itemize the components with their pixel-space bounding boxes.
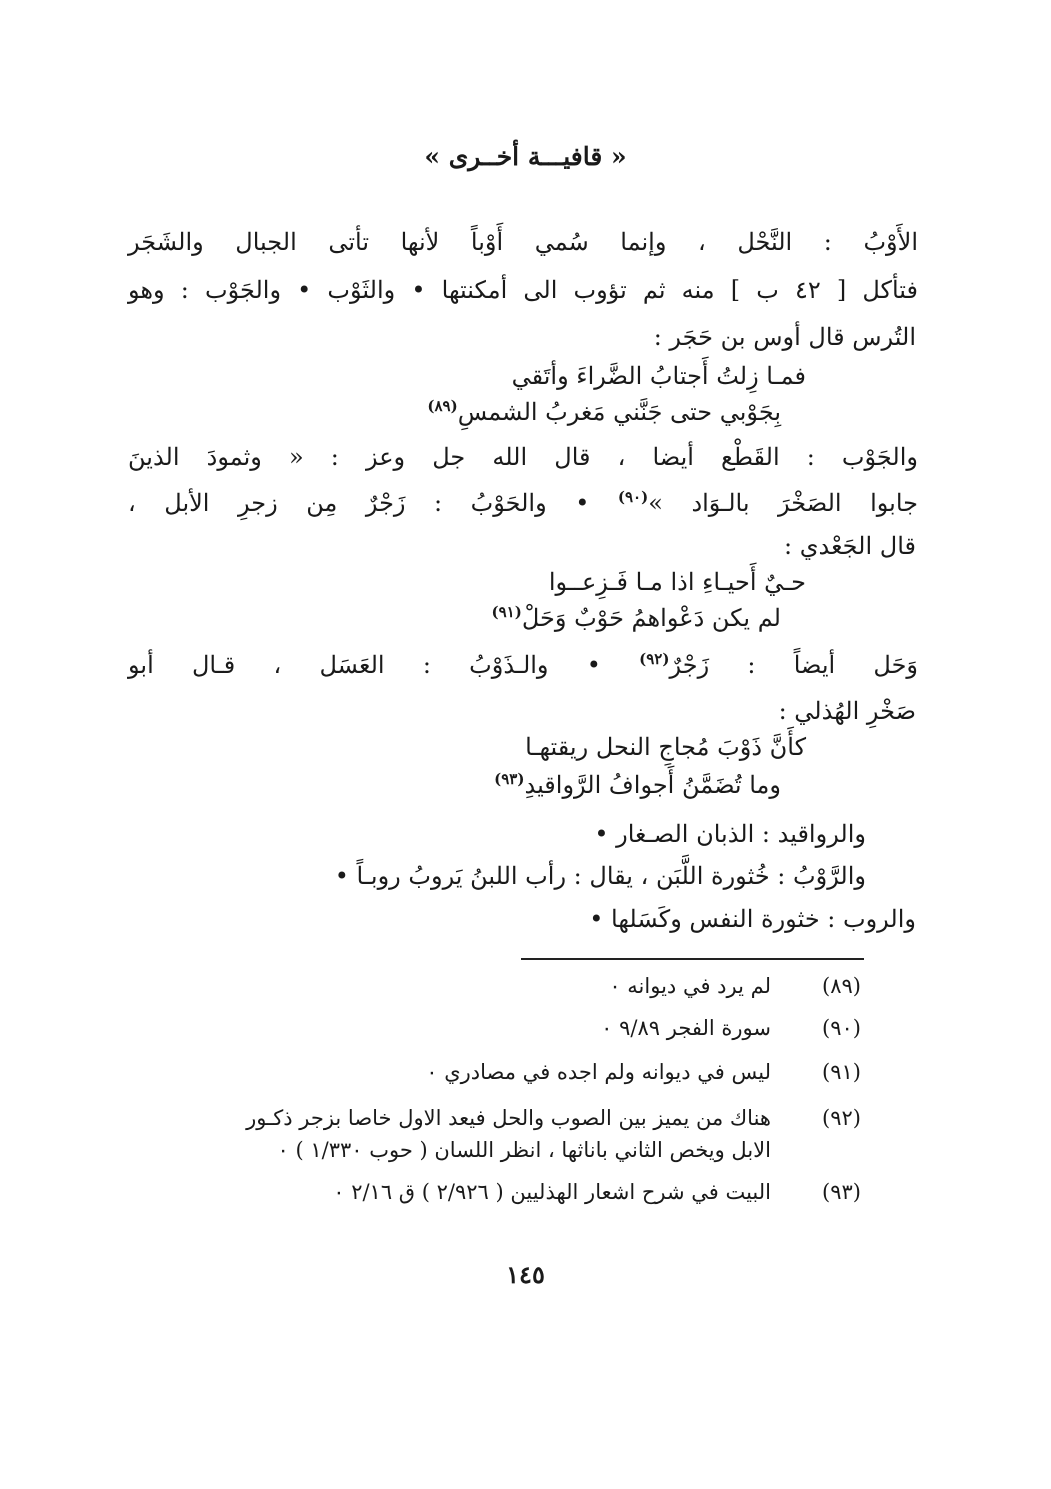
footnote-text: الابل ويخص الثاني باناثها ، انظر اللسان ( حوب ١/٣٣٠ ) ٠ xyxy=(277,1138,771,1162)
footnote-number: (٩٠) xyxy=(822,1016,861,1040)
body-line-10: والرَّوْبُ : خُثورة اللَّبَن ، يقال : رأب اللبنُ يَروبُ روبـاً • xyxy=(334,862,866,890)
verse-text: بِجَوْبي حتى جَنَّني مَغربُ الشمسِ xyxy=(457,398,781,426)
footnote-ref-92: (٩٢) xyxy=(639,650,670,668)
footnote-number: (٩٢) xyxy=(822,1106,861,1130)
footnote-text: البيت في شرح اشعار الهذليين ( ٢/٩٢٦ ) ق ٢/١٦ ٠ xyxy=(333,1180,771,1204)
body-text: جابوا الصَخْرَ بالـوَاد » xyxy=(648,489,918,517)
footnote-text: هناك من يميز بين الصوب والحل فيعد الاول خاصا بزجر ذكـور xyxy=(246,1106,771,1130)
footnote-ref-93: (٩٣) xyxy=(494,770,525,788)
footnote-divider xyxy=(521,958,864,960)
body-line-3: التُرس قال أوس بن حَجَر : xyxy=(653,323,916,351)
footnote-text: سورة الفجر ٩/٨٩ ٠ xyxy=(601,1016,771,1040)
footnote-number: (٨٩) xyxy=(822,974,861,998)
verse-line-6 xyxy=(0,770,781,799)
body-text: وَحَل أيضاً : زَجْرٌ xyxy=(669,651,919,679)
body-line-7 xyxy=(128,650,918,679)
verse-text: لم يكن دَعْواهمُ حَوْبٌ وَحَلْ xyxy=(521,604,781,632)
verse-line-1: فمـا زِلتُ أَجتابُ الضَّراءَ وأتَقي xyxy=(511,362,806,390)
footnote-number: (٩١) xyxy=(822,1060,861,1084)
verse-line-2 xyxy=(0,397,781,426)
footnote-ref-90: (٩٠) xyxy=(617,488,649,506)
footnote-number: (٩٣) xyxy=(822,1180,861,1204)
footnote-text: لم يرد في ديوانه ٠ xyxy=(609,974,771,998)
body-text: • والحَوْبُ : زَجْرٌ مِن زجرِ الأبل ، xyxy=(128,489,618,517)
page-number: ١٤٥ xyxy=(506,1260,545,1289)
body-line-2: فتأكل [ ٤٢ ب ] منه ثم تؤوب الى أمكنتها • والثَوْب • والجَوْب : وهو xyxy=(128,276,918,304)
verse-line-3: حـيٌ أَحيـاءِ اذا مـا فَـزِعــوا xyxy=(548,568,806,596)
body-text: • والـذَوْبُ : العَسَل ، قـال أبو xyxy=(128,651,640,679)
body-line-9: والرواقيد : الذبان الصـغار • xyxy=(594,820,866,848)
body-line-11: والروب : خثورة النفس وكَسَلها • xyxy=(589,905,916,933)
body-line-6: قال الجَعْدي : xyxy=(784,532,916,560)
body-line-8: صَخْرِ الهُذلي : xyxy=(778,697,916,725)
verse-text: وما تُضَمَّنُ أَجوافُ الرَّواقيدِ xyxy=(524,771,781,799)
verse-line-5: كأَنَّ ذَوْبَ مُجاجِ النحل ريقتهـا xyxy=(525,733,806,761)
footnote-ref-89: (٨٩) xyxy=(427,397,458,415)
body-line-5 xyxy=(128,488,918,517)
page-title: « قافيـــة أخــرى » xyxy=(424,142,627,171)
body-line-4: والجَوْب : القَطْع أيضا ، قال الله جل وعز : « وثمودَ الذينَ xyxy=(128,443,918,471)
verse-line-4 xyxy=(0,603,781,632)
footnote-ref-91: (٩١) xyxy=(491,603,522,621)
footnote-text: ليس في ديوانه ولم اجده في مصادري ٠ xyxy=(426,1060,771,1084)
body-line-1: الأَوْبُ : النَّحْل ، وإنما سُمي أَوْباً لأنها تأتى الجبال والشَجَر xyxy=(128,228,918,256)
